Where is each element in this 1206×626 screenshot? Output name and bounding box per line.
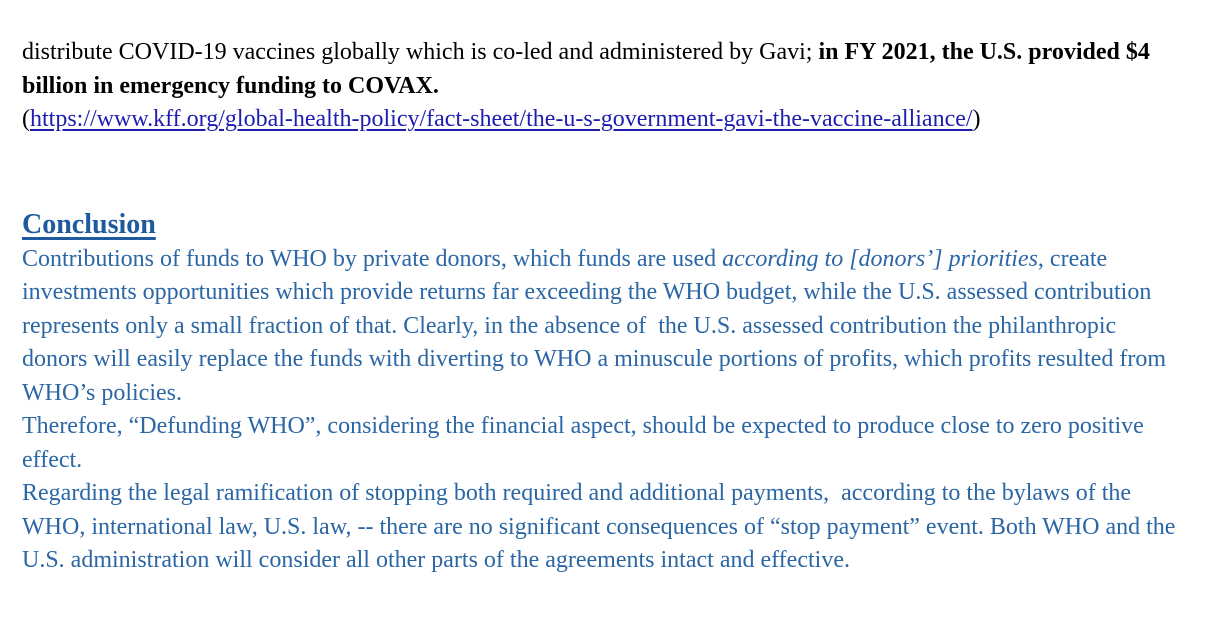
close-paren: ) <box>972 106 981 132</box>
intro-text-normal: distribute COVID-19 vaccines globally which is co-led and administered by Gavi; <box>22 39 819 65</box>
paragraph-1-text-italic: according to [donors’] priorities <box>722 245 1038 272</box>
conclusion-heading <box>22 207 1186 243</box>
conclusion-paragraph-2: Therefore, “Defunding WHO”, considering the financial aspect, should be expected to produce close to zero positive effect. <box>22 413 1150 473</box>
conclusion-paragraph-1 <box>22 243 1186 411</box>
paragraph-1-text-normal-1: Contributions of funds to WHO by private donors, which funds are used <box>22 245 723 272</box>
source-link[interactable]: https://www.kff.org/global-health-policy/fact-sheet/the-u-s-government-gavi-the-vaccine-alliance/ <box>30 106 973 132</box>
intro-text-bold: in FY 2021, the U.S. provided $4 billion in emergency funding to COVAX. <box>22 39 1156 99</box>
intro-paragraph <box>22 36 1186 103</box>
conclusion-heading-text: Conclusion <box>22 208 156 240</box>
source-link-line <box>22 103 1186 137</box>
conclusion-paragraph-3: Regarding the legal ramification of stopping both required and additional payments, according to the bylaws of the WHO, international law, U.S. law, -- there are no significant consequences of “stop payment” event. Both WHO and the U.S. administration will consider all other parts of the agreements intact and effective. <box>22 480 1182 573</box>
paragraph-1-text-normal-2: , create investments opportunities which provide returns far exceeding the WHO budget, while the U.S. assessed contribution represents only a small fraction of that. Clearly, in the absence of the U.S. assessed contribution the philanthropic donors will easily replace the funds with diverting to WHO a minuscule portions of profits, which profits resulted from WHO’s policies. <box>22 245 1172 406</box>
open-paren: ( <box>22 106 30 132</box>
